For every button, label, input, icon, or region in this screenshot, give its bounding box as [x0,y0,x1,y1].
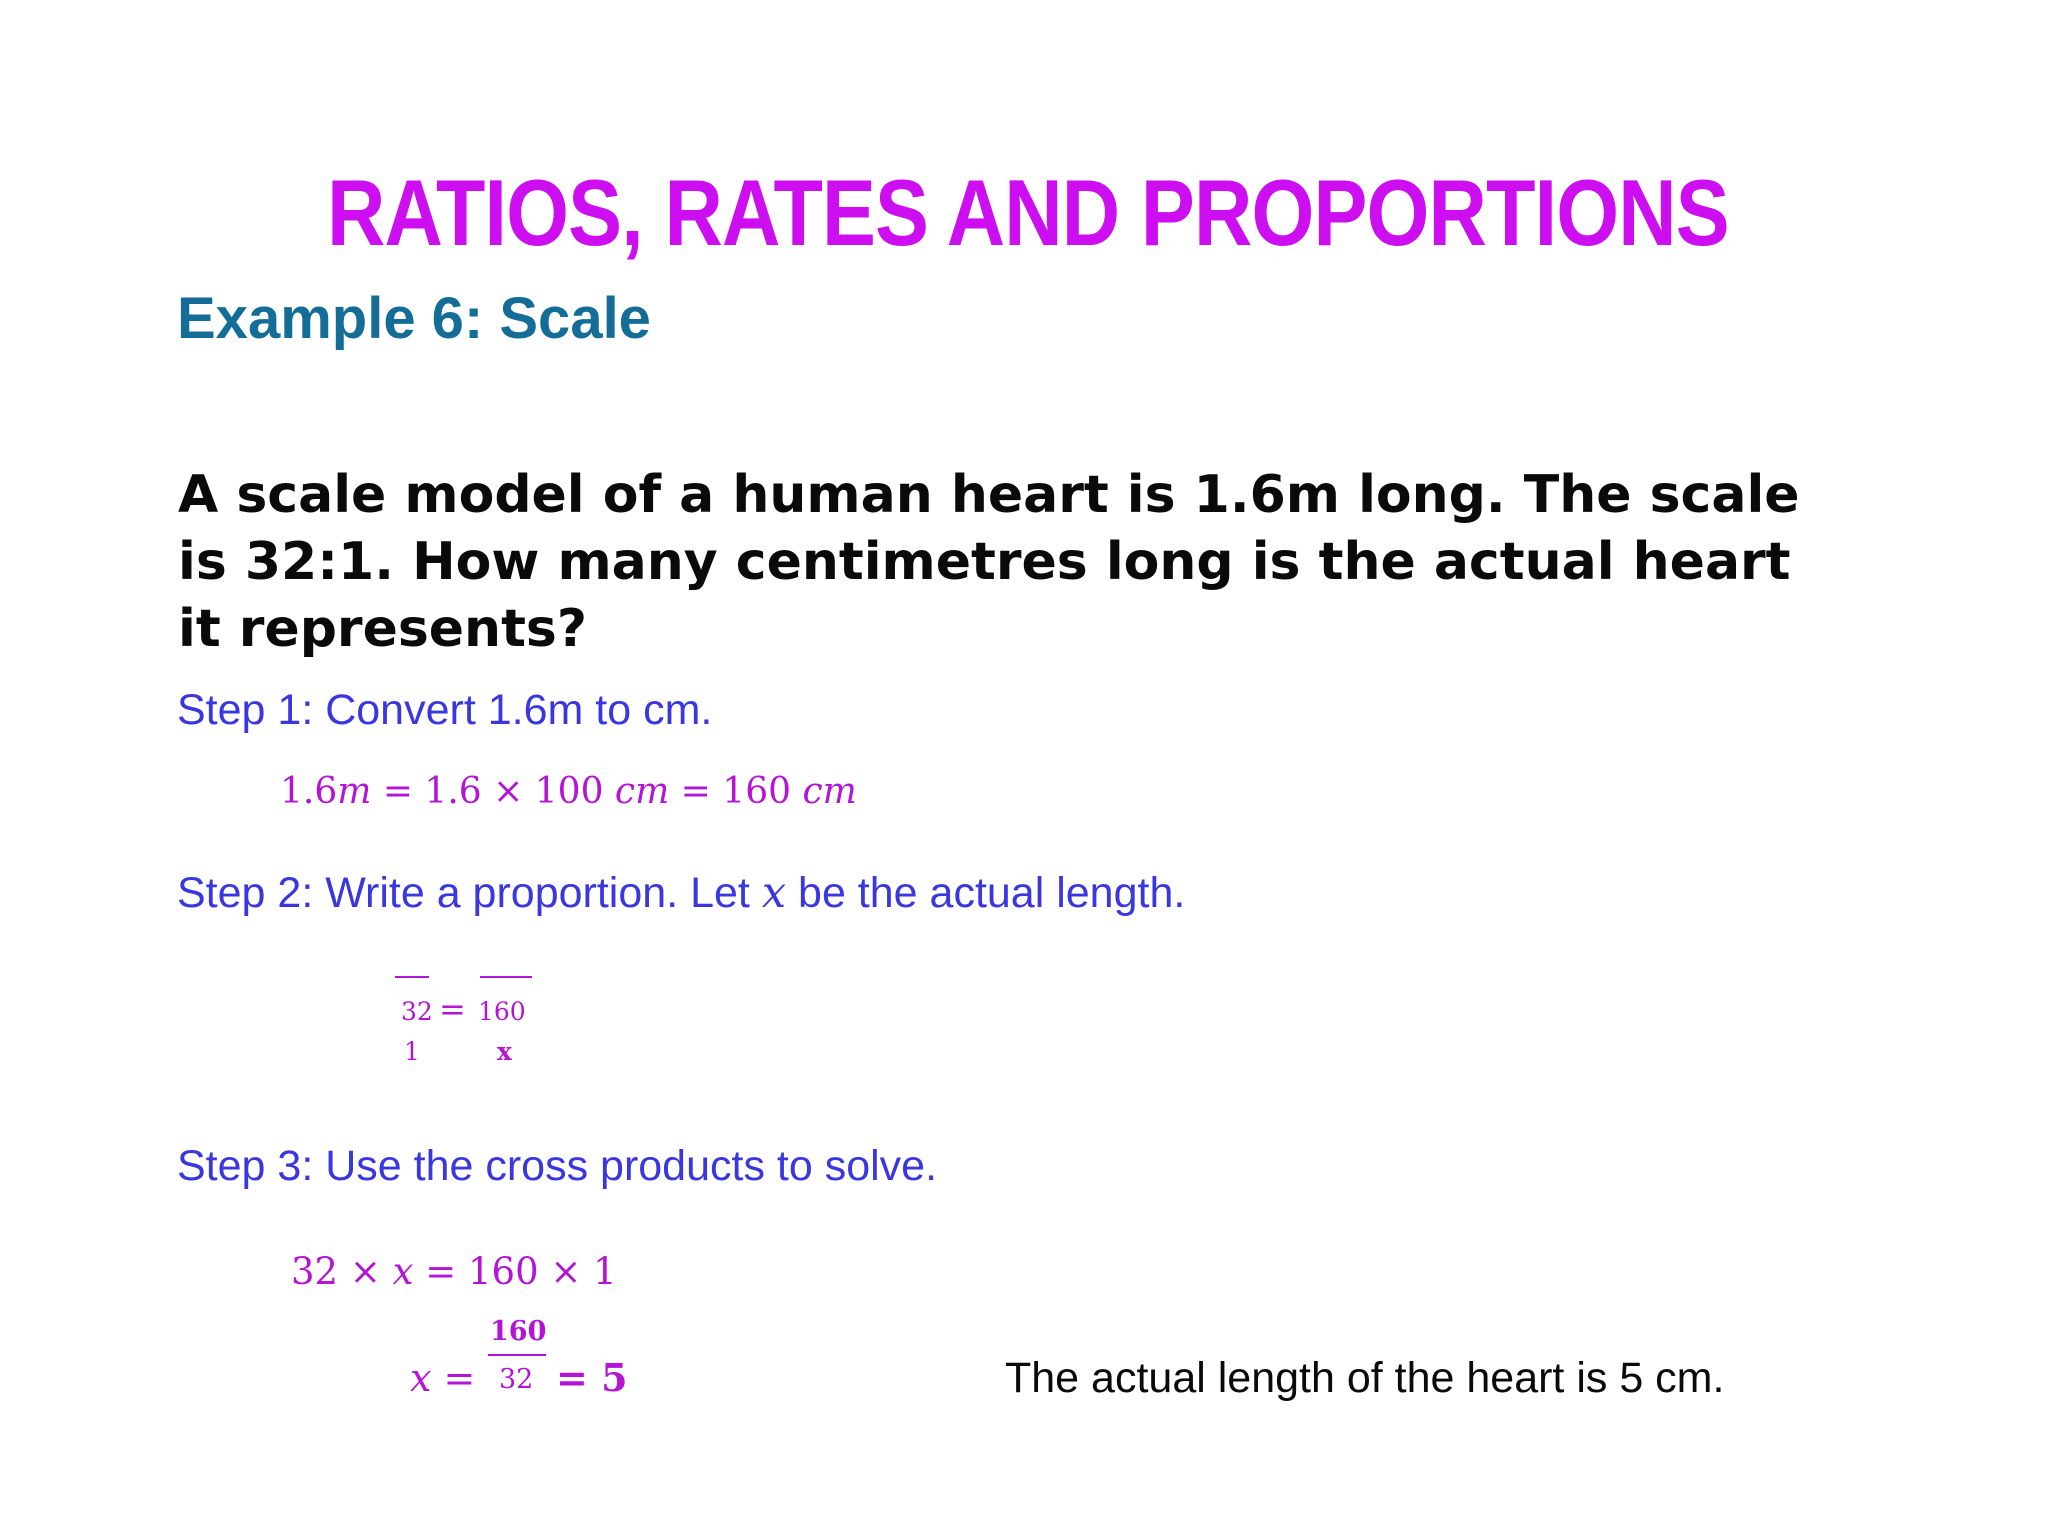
fraction-bar [488,1354,546,1356]
eq-unit-cm: cm [614,771,670,812]
problem-line-3: it represents? [178,599,588,659]
solution-fraction-numerator: 160 [490,1316,547,1347]
fraction-bar [395,976,429,978]
step-1-equation [280,770,857,814]
eq-equals: = [431,1356,476,1400]
proportion-left-denominator: 1 [404,1037,420,1066]
eq-unit-cm: cm [802,771,857,812]
solution-fraction-denominator: 32 [499,1364,534,1395]
eq-term: = 160 [669,771,803,812]
eq-term: = 160 × 1 [413,1250,617,1293]
proportion-right-numerator: 160 [478,997,526,1026]
step-2-label [177,867,1185,919]
eq-unit-m: m [337,771,372,812]
example-heading: Example 6: Scale [177,286,651,351]
proportion-right-denominator: x [497,1037,512,1066]
cross-product-equation [291,1250,617,1294]
eq-term: 1.6 [280,771,338,812]
fraction-bar [480,976,532,978]
step-2-text: be the actual length. [786,869,1186,917]
proportion-equals: = [439,990,466,1028]
solution-result: = 5 [556,1355,628,1400]
step-3-label: Step 3: Use the cross products to solve. [177,1142,938,1190]
problem-line-1: A scale model of a human heart is 1.6m long. The scale [178,465,1800,525]
step-2-text: Step 2: Write a proportion. Let [177,869,762,917]
solution-lhs [410,1355,475,1401]
proportion-left-numerator: 32 [401,997,433,1026]
step-2-variable: x [761,868,787,918]
answer-statement: The actual length of the heart is 5 cm. [1005,1354,1725,1402]
eq-variable: x [410,1356,432,1400]
eq-variable: x [392,1250,414,1293]
eq-term: 32 × [291,1250,393,1293]
problem-line-2: is 32:1. How many centimetres long is the actual heart [178,532,1791,592]
eq-term: = 1.6 × 100 [371,771,615,812]
page-title: RATIOS, RATES AND PROPORTIONS [327,160,1729,265]
step-1-label: Step 1: Convert 1.6m to cm. [177,686,713,734]
